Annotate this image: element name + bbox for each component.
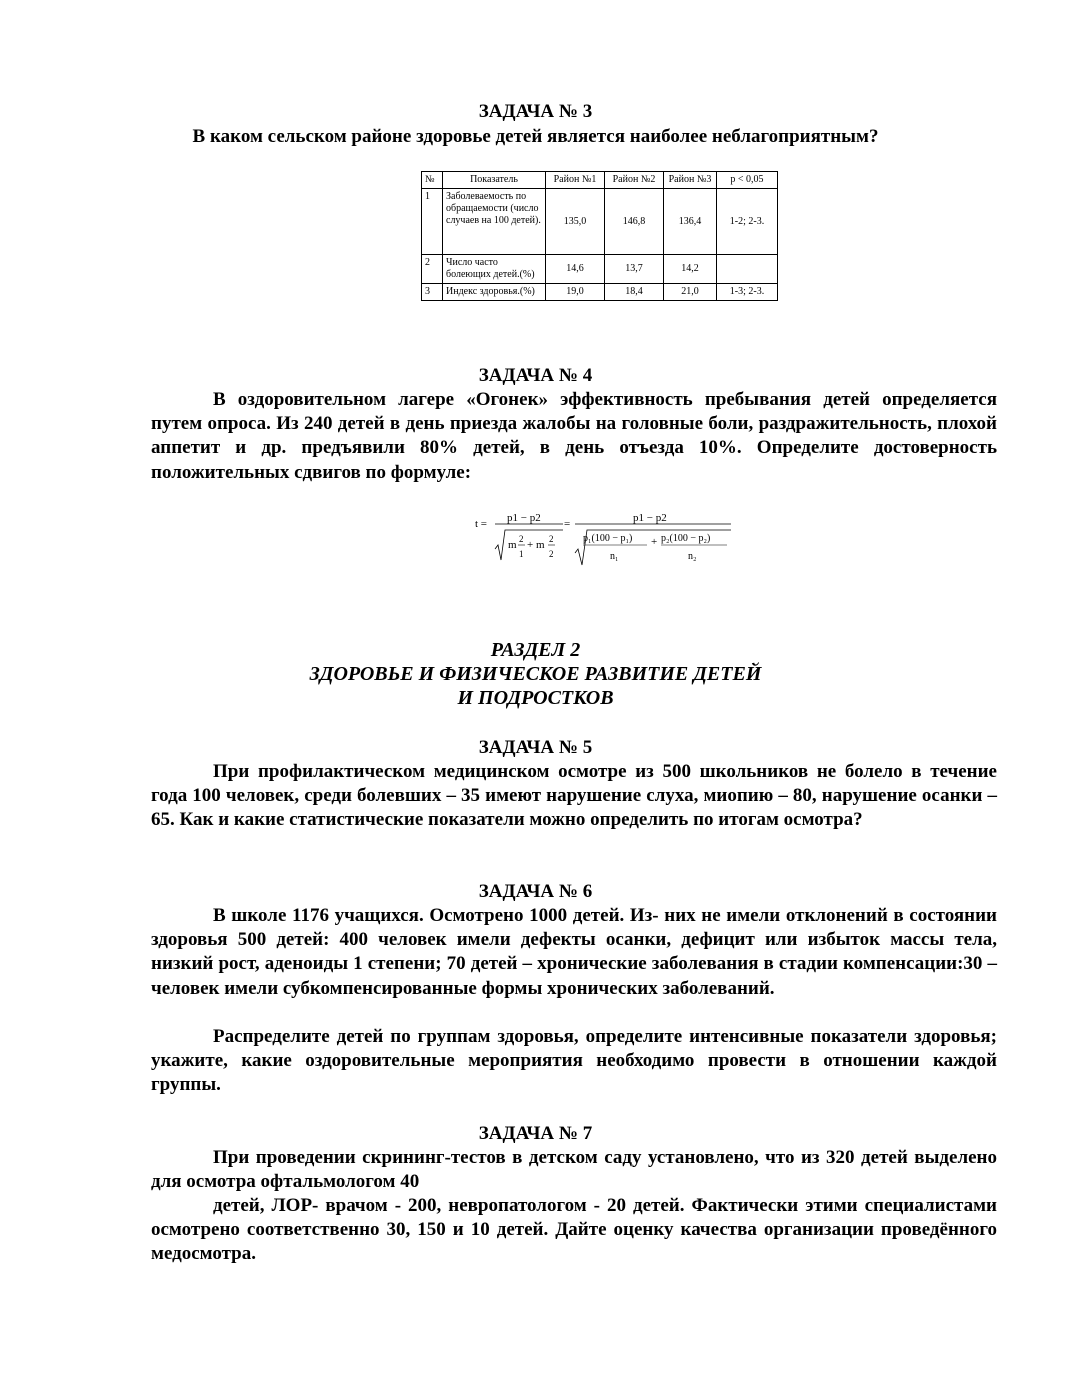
districts-table — [421, 171, 778, 301]
section-title-line1: ЗДОРОВЬЕ И ФИЗИЧЕСКОЕ РАЗВИТИЕ ДЕТЕЙ — [309, 663, 762, 685]
formula-equals: = — [564, 518, 571, 530]
svg-text:2: 2 — [549, 534, 554, 544]
task5-heading: ЗАДАЧА № 5 — [478, 737, 593, 758]
table-cell: 18,4 — [605, 284, 664, 301]
section-number: РАЗДЕЛ 2 — [490, 639, 581, 661]
table-cell: 3 — [422, 284, 443, 301]
task6-text-2: Распределите детей по группам здоровья, определите интенсивные показатели здоровья; укажите, какие оздоровительные мероприятия необходимо провести в отношении каждой группы. — [151, 1026, 997, 1096]
table-header-cell: № — [422, 172, 443, 189]
table-cell: Число часто болеющих детей.(%) — [443, 255, 546, 284]
svg-text:2: 2 — [519, 534, 524, 544]
table-header-cell: Район №1 — [546, 172, 605, 189]
task6-text-1: В школе 1176 учащихся. Осмотрено 1000 детей. Из- них не имели отклонений в состоянии здоровья 500 детей: 400 человек имели дефекты осанки, дефицит или избыток массы тела, низкий рост, аденоиды 1 степени; 70 детей – хронические заболевания в стадии компенсации:30 – человек имели субкомпенсированные формы хронических заболеваний. — [151, 905, 997, 999]
table-cell — [717, 255, 778, 284]
task7-heading: ЗАДАЧА № 7 — [478, 1123, 593, 1144]
task3-heading: ЗАДАЧА № 3 — [478, 101, 593, 122]
table-cell: 1-3; 2-3. — [717, 284, 778, 301]
table-header-cell: Район №3 — [664, 172, 717, 189]
table-cell: 14,6 — [546, 255, 605, 284]
task4-text: В оздоровительном лагере «Огонек» эффективность пребывания детей определяется путем опроса. Из 240 детей в день приезда жалобы на головные боли, раздражительность, плохой аппетит и др. предъявили 80% детей, в день отъезда 10%. Определите достоверность положительных сдвигов по формуле: — [151, 389, 997, 483]
svg-text:+ m: + m — [527, 539, 545, 551]
table-cell: Индекс здоровья.(%) — [443, 284, 546, 301]
task7-text-2: детей, ЛОР- врачом - 200, невропатологом - 20 детей. Фактически этими специалистами осмотрено соответственно 30, 150 и 10 детей. Дайте оценку качества организации проведённого медосмотра. — [151, 1195, 997, 1265]
table-header-cell: p < 0,05 — [717, 172, 778, 189]
svg-text:p₁(100 − p₁): p₁(100 − p₁) — [583, 533, 633, 544]
table-cell: Заболеваемость по обращаемости (число случаев на 100 детей). — [443, 189, 546, 255]
svg-text:n₂: n₂ — [688, 551, 697, 562]
task7-text-1: При проведении скрининг-тестов в детском саду установлено, что из 320 детей выделено для осмотра офтальмологом 40 — [151, 1147, 997, 1193]
formula-graphic — [475, 505, 745, 567]
table-cell: 1 — [422, 189, 443, 255]
task4-heading: ЗАДАЧА № 4 — [478, 365, 593, 386]
task5-text: При профилактическом медицинском осмотре из 500 школьников не болело в течение года 100 человек, среди болевших – 35 имеют нарушение слуха, миопию – 80, нарушение осанки – 65. Как и какие статистические показатели можно определить по итогам осмотра? — [151, 761, 997, 831]
section-title-line2: И ПОДРОСТКОВ — [457, 687, 614, 709]
table-row — [422, 284, 778, 301]
table-cell: 19,0 — [546, 284, 605, 301]
formula-lhs: t = — [475, 518, 488, 530]
table-cell: 136,4 — [664, 189, 717, 255]
svg-text:+: + — [651, 536, 658, 548]
table-header-cell: Район №2 — [605, 172, 664, 189]
table-cell: 13,7 — [605, 255, 664, 284]
table-row — [422, 189, 778, 255]
table-row — [422, 255, 778, 284]
task6-heading: ЗАДАЧА № 6 — [478, 881, 593, 902]
svg-text:n₁: n₁ — [610, 551, 619, 562]
table-cell: 1-2; 2-3. — [717, 189, 778, 255]
svg-text:p₂(100 − p₂): p₂(100 − p₂) — [661, 533, 711, 544]
table-header-cell: Показатель — [443, 172, 546, 189]
significance-formula — [475, 505, 745, 567]
formula-numerator-left: p1 − p2 — [507, 512, 541, 524]
table-cell: 146,8 — [605, 189, 664, 255]
table-cell: 2 — [422, 255, 443, 284]
svg-text:m: m — [508, 539, 517, 551]
table-cell: 14,2 — [664, 255, 717, 284]
table-cell: 135,0 — [546, 189, 605, 255]
svg-text:2: 2 — [549, 549, 554, 559]
table-cell: 21,0 — [664, 284, 717, 301]
task3-question: В каком сельском районе здоровье детей является наиболее неблагоприятным? — [192, 126, 879, 147]
svg-text:1: 1 — [519, 549, 524, 559]
formula-numerator-right: p1 − p2 — [633, 512, 667, 524]
table-header-row — [422, 172, 778, 189]
